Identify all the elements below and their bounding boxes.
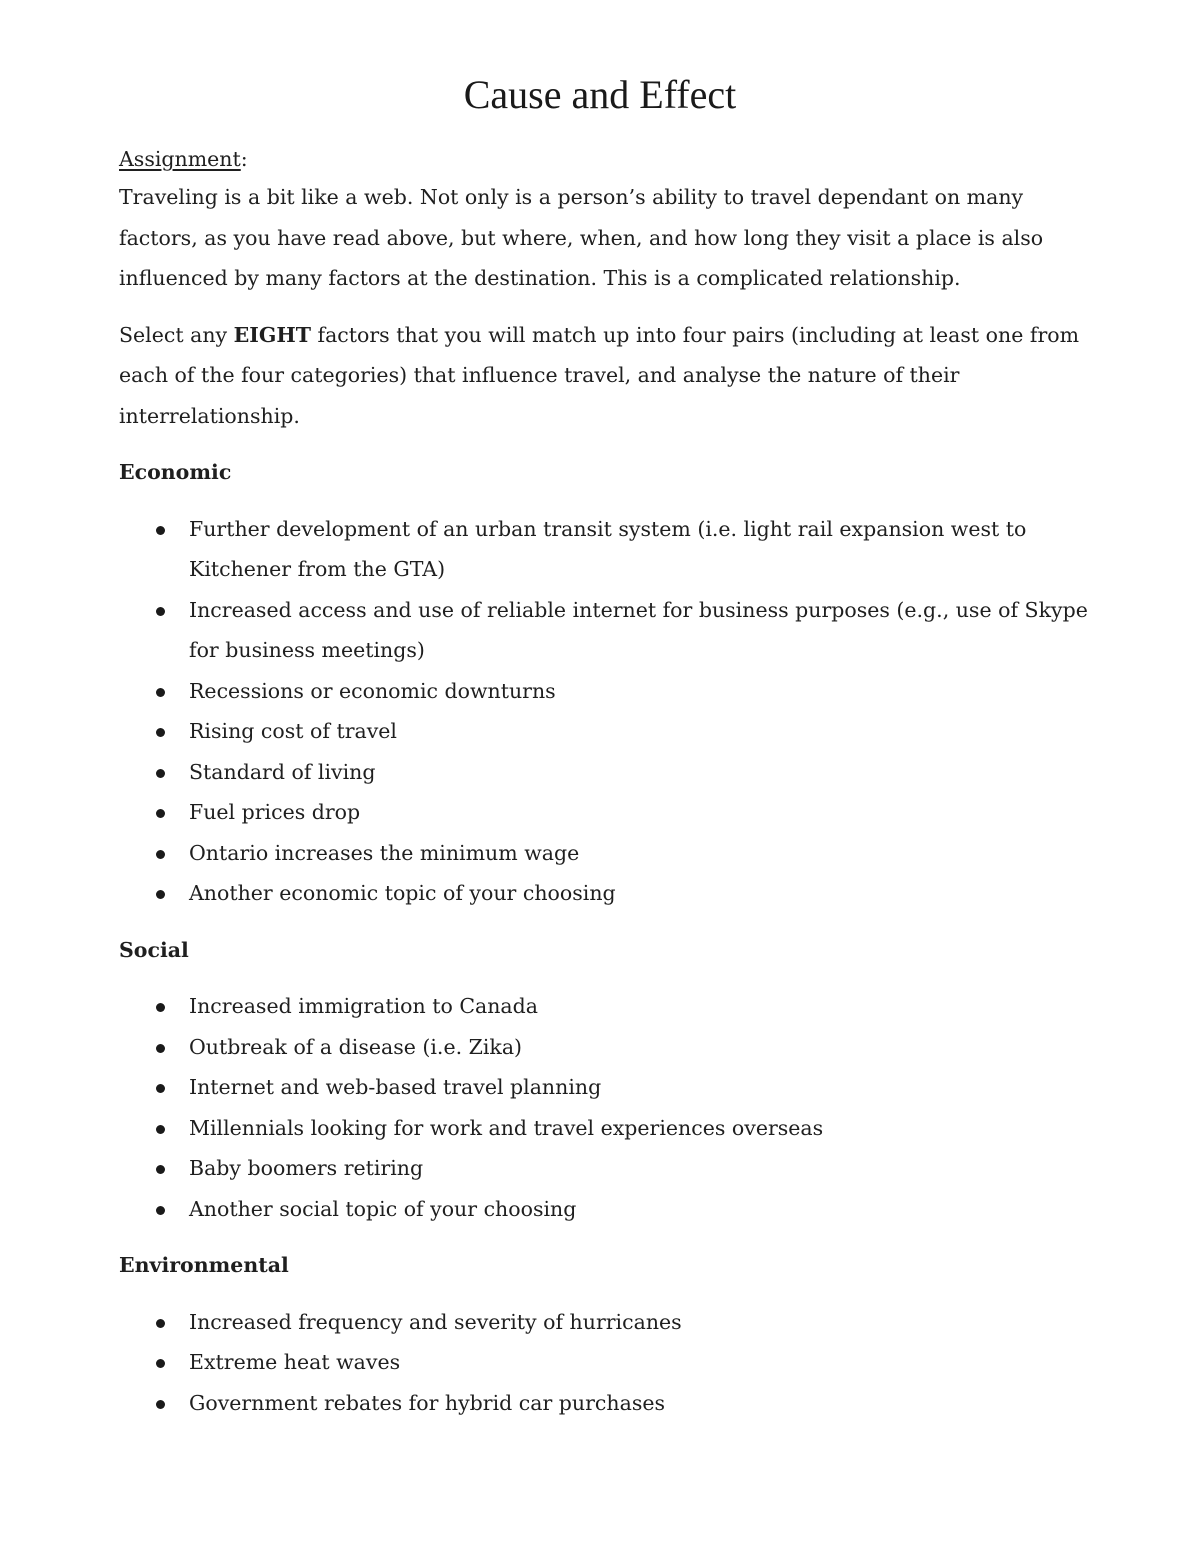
bullet-icon (156, 1400, 165, 1409)
bullet-icon (156, 526, 165, 535)
intro-paragraph: Traveling is a bit like a web. Not only is a person’s ability to travel dependant on many factors, as you have read above, but where, when, and how long they visit a place is also influenced by many factors at the destination. This is a complicated relationship. (119, 185, 1044, 290)
list-item (119, 986, 1089, 1027)
list-item (119, 1067, 1089, 1108)
bullet-icon (156, 1044, 165, 1053)
assignment-label: Assignment (119, 147, 241, 171)
bullet-icon (156, 607, 165, 616)
list-item-text: Another social topic of your choosing (189, 1196, 577, 1221)
list-item-text: Further development of an urban transit system (i.e. light rail expansion west to Kitchener from the GTA) (189, 516, 1027, 581)
bullet-icon (156, 850, 165, 859)
list-item-text: Recessions or economic downturns (189, 678, 556, 703)
list-item-text: Government rebates for hybrid car purchases (189, 1390, 666, 1415)
bullet-icon (156, 890, 165, 899)
list-item-text: Millennials looking for work and travel experiences overseas (189, 1115, 824, 1140)
list-item (119, 711, 1089, 752)
social-factor-list (119, 986, 1089, 1229)
bullet-icon (156, 1084, 165, 1093)
list-item (119, 1027, 1089, 1068)
assignment-colon: : (240, 147, 248, 171)
bullet-icon (156, 1165, 165, 1174)
list-item (119, 1189, 1089, 1230)
list-item-text: Ontario increases the minimum wage (189, 840, 580, 865)
list-item-text: Rising cost of travel (189, 719, 397, 743)
list-item (119, 752, 1089, 793)
list-item (119, 1302, 1089, 1343)
list-item (119, 1383, 1089, 1424)
bullet-icon (156, 1125, 165, 1134)
economic-factor-list (119, 509, 1089, 914)
bullet-icon (156, 1206, 165, 1215)
instruction-text-after: factors that you will match up into four pairs (including at least one from each of the four categories) that influence travel, and analyse the nature of their interrelationship. (119, 322, 1080, 428)
list-item (119, 833, 1089, 874)
list-item-text: Fuel prices drop (189, 800, 361, 824)
list-item (119, 873, 1089, 914)
instruction-paragraph (119, 315, 1089, 437)
section-heading-economic: Economic (119, 460, 232, 484)
list-item (119, 509, 1089, 590)
bullet-icon (156, 809, 165, 818)
bullet-icon (156, 688, 165, 697)
bullet-icon (156, 769, 165, 778)
section-heading-social: Social (119, 937, 189, 962)
list-item (119, 590, 1089, 671)
bullet-icon (156, 728, 165, 737)
list-item (119, 1342, 1089, 1383)
list-item-text: Increased access and use of reliable internet for business purposes (e.g., use of Skype for business meetings) (189, 597, 1088, 662)
list-item (119, 1148, 1089, 1189)
document-title: Cause and Effect (463, 72, 737, 117)
bullet-icon (156, 1319, 165, 1328)
bullet-icon (156, 1359, 165, 1368)
list-item (119, 1108, 1089, 1149)
list-item (119, 792, 1089, 833)
list-item-text: Increased immigration to Canada (189, 994, 538, 1018)
assignment-line (119, 139, 1089, 177)
document-body (119, 139, 1089, 1439)
bullet-icon (156, 1003, 165, 1012)
list-item-text: Outbreak of a disease (i.e. Zika) (189, 1034, 523, 1059)
section-heading-environmental: Environmental (119, 1253, 289, 1277)
list-item-text: Baby boomers retiring (189, 1156, 424, 1180)
instruction-emphasis: EIGHT (233, 322, 311, 347)
list-item-text: Internet and web-based travel planning (189, 1075, 602, 1099)
list-item (119, 671, 1089, 712)
list-item-text: Extreme heat waves (189, 1350, 401, 1374)
environmental-factor-list (119, 1302, 1089, 1424)
list-item-text: Increased frequency and severity of hurricanes (189, 1309, 682, 1334)
list-item-text: Standard of living (189, 759, 376, 784)
instruction-text-before: Select any (119, 322, 234, 347)
list-item-text: Another economic topic of your choosing (189, 881, 616, 905)
